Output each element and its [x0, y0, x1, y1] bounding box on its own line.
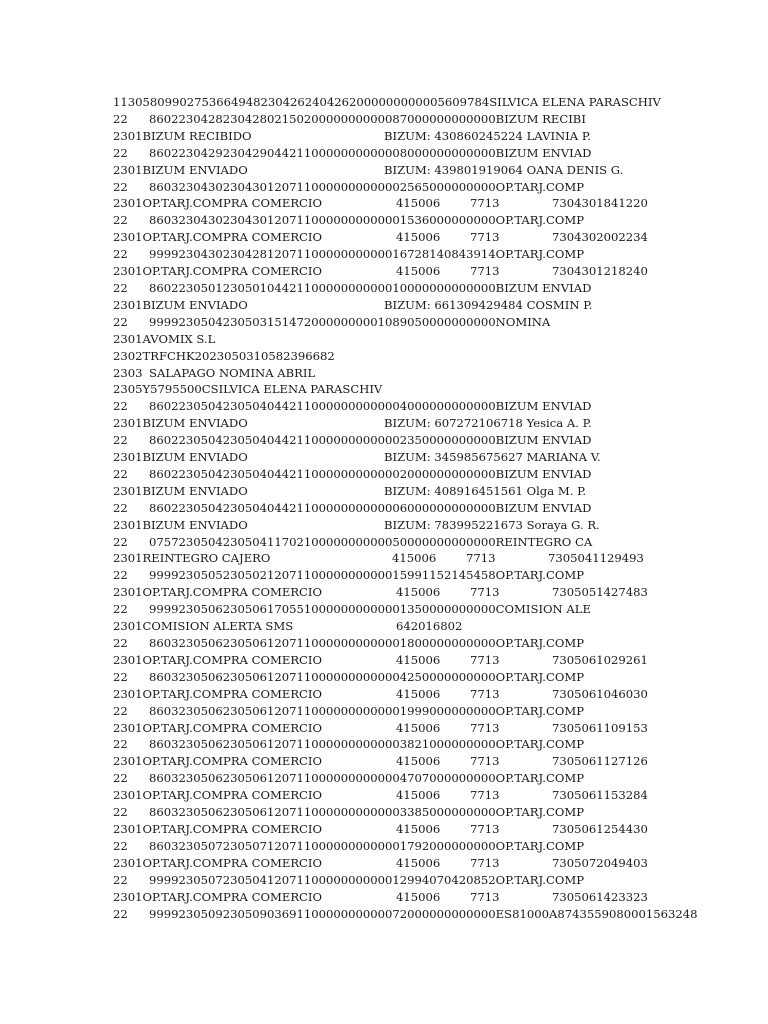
record-field-2: 7713 [470, 196, 500, 211]
record-field-1: 415006 [396, 720, 441, 735]
record-line [113, 415, 753, 432]
record-prefix: 2301COMISION ALERTA SMS [113, 619, 294, 634]
record-line [113, 855, 753, 872]
record-line [113, 365, 753, 382]
record-field-3: 7305061423323 [552, 889, 648, 904]
record-detail: BIZUM: 430860245224 LAVINIA P. [384, 128, 591, 143]
record-line [113, 601, 753, 618]
record-field-1: 415006 [392, 551, 437, 566]
record-line [113, 872, 753, 889]
record-line [113, 686, 753, 703]
record-field-3: 7304301218240 [552, 264, 648, 279]
record-field-3: 7305041129493 [548, 551, 644, 566]
record-prefix: 2302TRFCHK2023050310582396682 [113, 348, 335, 363]
record-prefix: 2301OP.TARJ.COMPRA COMERCIO [113, 196, 323, 211]
record-prefix: 2301BIZUM ENVIADO [113, 450, 248, 465]
record-line [113, 179, 753, 196]
record-prefix: 22 [113, 213, 128, 228]
record-line [113, 838, 753, 855]
record-line [113, 906, 753, 923]
record-field-1: 415006 [396, 585, 441, 600]
record-prefix: 2301BIZUM ENVIADO [113, 517, 248, 532]
record-prefix: 2305Y5795500CSILVICA ELENA PARASCHIV [113, 382, 383, 397]
record-prefix: 22 [113, 669, 128, 684]
record-field-3: 7304302002234 [552, 230, 648, 245]
record-prefix: 2301OP.TARJ.COMPRA COMERCIO [113, 264, 323, 279]
record-line [113, 449, 753, 466]
record-code: 99992305062305061705510000000000001350000000000COMISION ALE [149, 602, 591, 617]
record-line [113, 466, 753, 483]
record-prefix: 2301BIZUM RECIBIDO [113, 128, 252, 143]
record-code: 86022304282304280215020000000000087000000000000BIZUM RECIBI [149, 111, 586, 126]
record-field-1: 415006 [396, 889, 441, 904]
record-code: 86022305042305040442110000000000006000000000000BIZUM ENVIAD [149, 500, 592, 515]
record-code: 86032305062305061207110000000000001999000000000OP.TARJ.COMP [149, 703, 585, 718]
record-line [113, 314, 753, 331]
record-line [113, 381, 753, 398]
record-code: 86032305062305061207110000000000003821000000000OP.TARJ.COMP [149, 737, 585, 752]
record-prefix: 2301OP.TARJ.COMPRA COMERCIO [113, 720, 323, 735]
record-prefix: 22 [113, 500, 128, 515]
record-prefix: 22 [113, 111, 128, 126]
record-line [113, 280, 753, 297]
record-detail: BIZUM: 661309429484 COSMIN P. [384, 297, 593, 312]
record-line [113, 145, 753, 162]
record-field-3: 7304301841220 [552, 196, 648, 211]
record-field-3: 7305061029261 [552, 652, 648, 667]
record-prefix: 2301BIZUM ENVIADO [113, 162, 248, 177]
record-line [113, 212, 753, 229]
record-prefix: 22 [113, 466, 128, 481]
record-field-1: 415006 [396, 686, 441, 701]
record-line [113, 753, 753, 770]
record-line [113, 652, 753, 669]
record-field-2: 7713 [470, 585, 500, 600]
record-line [113, 618, 753, 635]
record-prefix: 22 [113, 399, 128, 414]
record-code: 99992305092305090369110000000000072000000000000ES81000A8743559080001563248 [149, 906, 698, 921]
record-field-3: 7305061153284 [552, 788, 648, 803]
record-line [113, 584, 753, 601]
record-line [113, 534, 753, 551]
record-detail: BIZUM: 607272106718 Yesica A. P. [384, 416, 592, 431]
record-prefix: 2301OP.TARJ.COMPRA COMERCIO [113, 788, 323, 803]
record-line [113, 94, 753, 111]
statement-document [113, 94, 753, 922]
record-field-2: 7713 [470, 889, 500, 904]
record-field-1: 415006 [396, 264, 441, 279]
record-field-2: 7713 [470, 230, 500, 245]
record-field-3: 7305061046030 [552, 686, 648, 701]
record-line [113, 770, 753, 787]
record-prefix: 22 [113, 771, 128, 786]
record-code: 86032305062305061207110000000000001800000000000OP.TARJ.COMP [149, 636, 585, 650]
record-code: 86022305042305040442110000000000002000000000000BIZUM ENVIAD [149, 466, 592, 481]
record-field-1: 415006 [396, 855, 441, 870]
record-line [113, 263, 753, 280]
record-prefix: 22 [113, 838, 128, 853]
record-prefix: 2301OP.TARJ.COMPRA COMERCIO [113, 686, 323, 701]
record-field-2: 7713 [470, 788, 500, 803]
record-line [113, 483, 753, 500]
record-line [113, 736, 753, 753]
record-prefix: 113058099027536649482304262404262000000000005609784SILVICA ELENA PARASCHIV [113, 95, 661, 109]
record-prefix: 22 [113, 179, 128, 194]
record-prefix: 22 [113, 703, 128, 718]
record-prefix: 2301OP.TARJ.COMPRA COMERCIO [113, 821, 323, 836]
record-prefix: 22 [113, 602, 128, 617]
record-code: 86022305042305040442110000000000002350000000000BIZUM ENVIAD [149, 433, 592, 448]
record-prefix: 2301BIZUM ENVIADO [113, 416, 248, 431]
record-prefix: 2301REINTEGRO CAJERO [113, 551, 271, 566]
record-code: 86032304302304301207110000000000002565000000000OP.TARJ.COMP [149, 179, 585, 194]
record-field-2: 7713 [470, 686, 500, 701]
record-prefix: 22 [113, 906, 128, 921]
record-code: 86032305062305061207110000000000003385000000000OP.TARJ.COMP [149, 805, 585, 820]
record-line [113, 517, 753, 534]
record-prefix: 22 [113, 433, 128, 448]
record-code: SALAPAGO NOMINA ABRIL [149, 365, 316, 380]
record-detail: BIZUM: 408916451561 Olga M. P. [384, 483, 587, 498]
record-prefix: 2301OP.TARJ.COMPRA COMERCIO [113, 754, 323, 769]
record-line [113, 128, 753, 145]
record-line [113, 703, 753, 720]
record-code: 86022305042305040442110000000000004000000000000BIZUM ENVIAD [149, 399, 592, 414]
record-line [113, 720, 753, 737]
record-line [113, 432, 753, 449]
record-field-3: 7305061127126 [552, 754, 648, 769]
record-prefix: 22 [113, 737, 128, 752]
record-prefix: 2301OP.TARJ.COMPRA COMERCIO [113, 889, 323, 904]
record-prefix: 22 [113, 145, 128, 160]
record-code: 86032305062305061207110000000000004250000000000OP.TARJ.COMP [149, 669, 585, 684]
record-field-1: 415006 [396, 196, 441, 211]
record-field-2: 7713 [470, 855, 500, 870]
record-code: 99992304302304281207110000000000016728140843914OP.TARJ.COMP [149, 247, 585, 262]
record-code: 07572305042305041170210000000000050000000000000REINTEGRO CA [149, 534, 593, 549]
record-prefix: 2301OP.TARJ.COMPRA COMERCIO [113, 585, 323, 600]
record-prefix: 22 [113, 314, 128, 329]
record-line [113, 669, 753, 686]
record-prefix: 2301BIZUM ENVIADO [113, 483, 248, 498]
record-field-2: 7713 [466, 551, 496, 566]
record-prefix: 22 [113, 280, 128, 295]
record-prefix: 2301OP.TARJ.COMPRA COMERCIO [113, 855, 323, 870]
record-line [113, 787, 753, 804]
record-code: 99992305072305041207110000000000012994070420852OP.TARJ.COMP [149, 872, 585, 887]
record-field-2: 7713 [470, 821, 500, 836]
record-code: 86032304302304301207110000000000001536000000000OP.TARJ.COMP [149, 213, 585, 228]
record-field-1: 415006 [396, 230, 441, 245]
record-line [113, 635, 753, 652]
record-line [113, 246, 753, 263]
record-field-3: 7305072049403 [552, 855, 648, 870]
record-detail: BIZUM: 345985675627 MARIANA V. [384, 450, 601, 465]
record-detail: BIZUM: 783995221673 Soraya G. R. [384, 517, 600, 532]
record-line [113, 804, 753, 821]
record-line [113, 550, 753, 567]
record-line [113, 111, 753, 128]
record-prefix: 22 [113, 568, 128, 583]
record-code: 86022304292304290442110000000000008000000000000BIZUM ENVIAD [149, 145, 592, 160]
record-field-1: 415006 [396, 821, 441, 836]
record-code: 99992305052305021207110000000000015991152145458OP.TARJ.COMP [149, 568, 585, 583]
record-prefix: 2301BIZUM ENVIADO [113, 297, 248, 312]
record-field-3: 7305051427483 [552, 585, 648, 600]
record-prefix: 2301OP.TARJ.COMPRA COMERCIO [113, 652, 323, 667]
record-line [113, 821, 753, 838]
record-code: 86022305012305010442110000000000010000000000000BIZUM ENVIAD [149, 280, 592, 295]
record-field-1: 642016802 [396, 619, 463, 634]
record-prefix: 22 [113, 636, 128, 650]
record-line [113, 162, 753, 179]
record-prefix: 2301AVOMIX S.L [113, 331, 216, 346]
record-prefix: 22 [113, 805, 128, 820]
record-line [113, 331, 753, 348]
record-field-2: 7713 [470, 720, 500, 735]
record-line [113, 567, 753, 584]
record-prefix: 2303 [113, 365, 143, 380]
record-line [113, 500, 753, 517]
record-prefix: 22 [113, 247, 128, 262]
record-line [113, 398, 753, 415]
record-line [113, 195, 753, 212]
record-line [113, 229, 753, 246]
record-field-1: 415006 [396, 652, 441, 667]
record-field-1: 415006 [396, 754, 441, 769]
record-prefix: 22 [113, 534, 128, 549]
record-field-1: 415006 [396, 788, 441, 803]
record-field-2: 7713 [470, 652, 500, 667]
record-line [113, 297, 753, 314]
record-prefix: 2301OP.TARJ.COMPRA COMERCIO [113, 230, 323, 245]
record-detail: BIZUM: 439801919064 OANA DENIS G. [384, 162, 624, 177]
record-code: 86032305072305071207110000000000001792000000000OP.TARJ.COMP [149, 838, 585, 853]
record-line [113, 889, 753, 906]
record-code: 86032305062305061207110000000000004707000000000OP.TARJ.COMP [149, 771, 585, 786]
record-prefix: 22 [113, 872, 128, 887]
record-field-3: 7305061109153 [552, 720, 648, 735]
record-field-2: 7713 [470, 264, 500, 279]
record-field-2: 7713 [470, 754, 500, 769]
record-field-3: 7305061254430 [552, 821, 648, 836]
record-line [113, 348, 753, 365]
record-code: 99992305042305031514720000000001089050000000000NOMINA [149, 314, 551, 329]
